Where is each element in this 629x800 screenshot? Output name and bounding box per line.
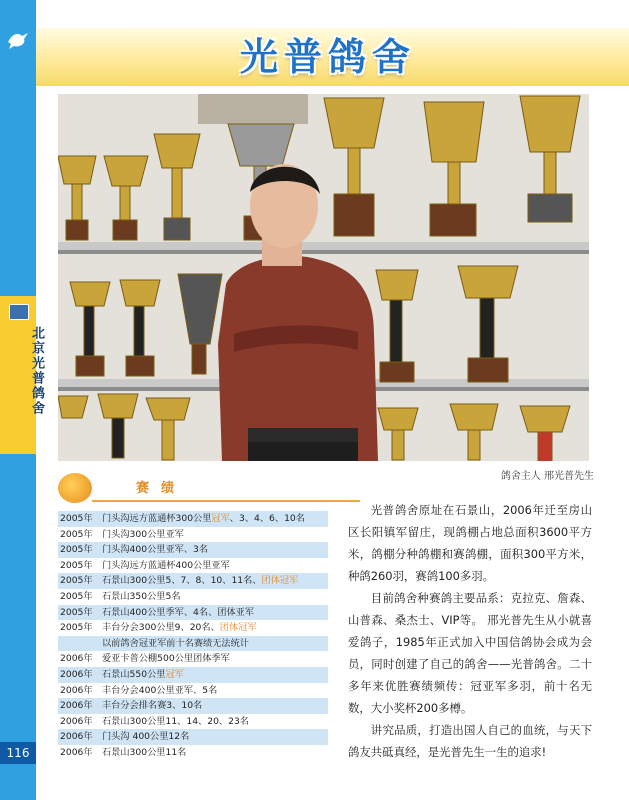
pigeon-badge-icon: [58, 473, 92, 503]
body-paragraph: 讲究品质，打造出国人自己的血统，与天下鸽友共砥真经，是光普先生一生的追求!: [348, 723, 592, 759]
results-row-text: 以前鸽舍冠亚军前十名赛绩无法统计: [102, 637, 249, 649]
results-row-year: 2005年: [60, 606, 93, 618]
results-row-suffix: 、3、4、6、10名: [229, 513, 305, 524]
left-rail: [0, 0, 44, 800]
body-text: [348, 499, 592, 763]
results-row-highlight: 冠军: [165, 668, 184, 680]
results-row-text: 石景山350公里5名: [102, 590, 181, 602]
results-row: [58, 714, 328, 730]
results-row: [58, 542, 328, 558]
results-row-year: 2005年: [60, 575, 93, 587]
results-row-year: 2006年: [60, 700, 93, 712]
results-row-highlight: 冠军: [211, 513, 230, 524]
page-title: 光普鸽舍: [239, 35, 416, 79]
results-row-year: 2005年: [60, 528, 93, 540]
trophy-room-illustration: [58, 94, 589, 461]
side-thumbnail: [9, 304, 29, 320]
results-row-year: 2006年: [60, 668, 93, 680]
results-row-text: 门头沟远方蓝通杯300公里: [102, 513, 212, 524]
body-paragraph: 目前鸽舍种赛鸽主要品系：克拉克、詹森、山普森、桑杰士、VIP等。 邢光普先生从小就喜爱鸽子，1985年正式加入中国信鸽协会成为会员，同时创建了自己的鸽舍——光普鸽舍。二十多年来优胜赛绩频传：冠亚军多羽，前十名无数，大小奖杯200多樽。: [348, 591, 592, 715]
results-row-highlight: 团体冠军: [219, 622, 257, 634]
results-row-year: 2006年: [60, 684, 93, 696]
owner-photo: [58, 94, 589, 461]
page-number: 116: [0, 742, 36, 764]
results-row-text: 丰台分会400公里亚军、5名: [102, 684, 218, 696]
results-row: [58, 667, 328, 683]
results-row: [58, 698, 328, 714]
results-row: [58, 605, 328, 621]
results-row-text: 石景山300公里11、14、20、23名: [102, 715, 249, 727]
results-row-text: 门头沟400公里亚军、3名: [102, 544, 209, 556]
results-row: [58, 511, 328, 527]
results-row: [58, 745, 328, 761]
results-header: [58, 473, 328, 505]
results-row: [58, 683, 328, 699]
results-row-year: 2005年: [60, 622, 93, 634]
body-paragraph: 光普鸽舍原址在石景山，2006年迁至房山区长阳镇军留庄，现鸽棚占地总面积3600平方米，鸽棚分种鸽棚和赛鸽棚，面积300平方米，种鸽260羽，赛鸽100多羽。: [348, 503, 592, 583]
results-row-text: 石景山550公里: [102, 668, 166, 680]
results-divider: [92, 500, 360, 502]
results-row: [58, 589, 328, 605]
results-row-text: 丰台分会排名赛3、10名: [102, 700, 203, 712]
results-row: [58, 651, 328, 667]
results-row-text: 门头沟300公里亚军: [102, 528, 184, 540]
results-row-year: 2006年: [60, 731, 93, 743]
results-row-highlight: 团体冠军: [261, 575, 299, 587]
results-row-text: 石景山300公里5、7、8、10、11名、: [102, 575, 262, 587]
results-row-year: 2005年: [60, 590, 93, 602]
section-side-label: [0, 296, 44, 454]
side-label-text: 北京光普鸽舍: [29, 326, 44, 416]
results-row: [58, 527, 328, 543]
results-row: [58, 620, 328, 636]
results-table: [58, 511, 328, 761]
results-row-text: 门头沟远方蓝通杯400公里亚军: [102, 559, 230, 571]
results-row: [58, 573, 328, 589]
results-row-text: 石景山300公里11名: [102, 746, 187, 758]
results-row-year: 2005年: [60, 559, 93, 571]
results-row: [58, 558, 328, 574]
results-row: [58, 636, 328, 652]
results-title: 赛绩: [136, 481, 187, 496]
results-row-year: 2006年: [60, 715, 93, 727]
results-row-text: 爱亚卡普公棚500公里团体季军: [102, 653, 230, 665]
results-row-text: 石景山400公里季军、4名、团体亚军: [102, 606, 255, 618]
results-row-text: 丰台分会300公里9、20名、: [102, 622, 220, 634]
results-row-year: 2006年: [60, 746, 93, 758]
photo-caption: 鸽舍主人 邢光普先生: [500, 471, 594, 482]
results-row: [58, 729, 328, 745]
results-row-year: 2006年: [60, 653, 93, 665]
results-row-year: 2005年: [60, 513, 93, 524]
dove-icon: [6, 30, 30, 50]
results-row-year: 2005年: [60, 544, 93, 556]
results-row-text: 门头沟 400公里12名: [102, 731, 190, 743]
